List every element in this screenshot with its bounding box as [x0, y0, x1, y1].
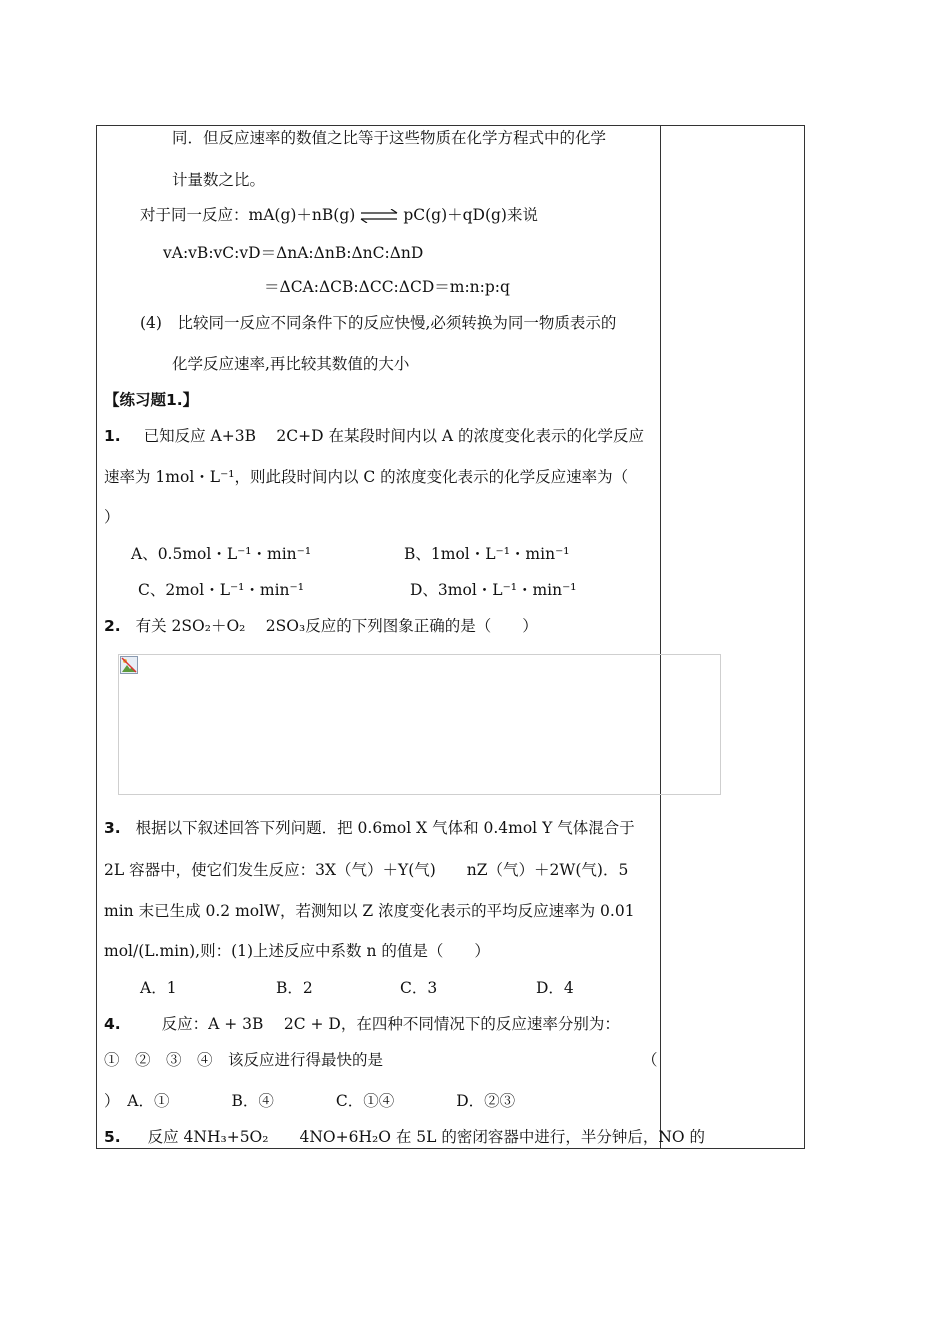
option-d: D、3mol・L⁻¹・min⁻¹: [410, 581, 577, 599]
equilibrium-arrow-icon: [359, 209, 399, 223]
question-text: 反应 4NH₃+5O₂ 4NO+6H₂O 在 5L 的密闭容器中进行，半分钟后，NO 的: [147, 1128, 706, 1146]
ratio-line-1: vA:vB:vC:vD＝ΔnA:ΔnB:ΔnC:ΔnD: [163, 244, 424, 262]
option-b: B、1mol・L⁻¹・min⁻¹: [404, 545, 570, 563]
column-divider: [660, 125, 661, 1149]
question-text: 2L 容器中，使它们发生反应：3X（气）＋Y(气) nZ（气）＋2W(气)．5: [104, 861, 629, 879]
question-text: mol/(L.min),则：(1)上述反应中系数 n 的值是（ ）: [104, 942, 490, 960]
broken-image-icon: [120, 656, 138, 674]
question-text: 反应：A + 3B 2C + D，在四种不同情况下的反应速率分别为：: [161, 1015, 620, 1033]
option-d: D．4: [536, 979, 574, 997]
question-text: 速率为 1mol・L⁻¹，则此段时间内以 C 的浓度变化表示的化学反应速率为（: [104, 468, 629, 486]
option-a: A．1: [140, 979, 177, 997]
equation-left: 对于同一反应：mA(g)＋nB(g): [140, 206, 356, 224]
exercise-heading: 【练习题1.】: [104, 391, 199, 409]
question-2: [104, 616, 538, 636]
question-number: 1.: [104, 427, 121, 445]
text-line: (4) 比较同一反应不同条件下的反应快慢,必须转换为同一物质表示的: [140, 314, 617, 332]
question-number: 3.: [104, 819, 121, 837]
question-paren: （: [642, 1051, 658, 1069]
question-text: 已知反应 A+3B 2C+D 在某段时间内以 A 的浓度变化表示的化学反应: [143, 427, 645, 445]
question-number: 2.: [104, 617, 121, 635]
text-line: 计量数之比。: [172, 171, 266, 189]
graph-image-placeholder: [118, 654, 721, 795]
question-number: 4.: [104, 1015, 121, 1033]
question-text: 根据以下叙述回答下列问题．把 0.6mol X 气体和 0.4mol Y 气体混合于: [135, 819, 635, 837]
question-text: ）: [104, 508, 120, 526]
equation-right: pC(g)＋qD(g)来说: [403, 206, 538, 224]
option-c: C、2mol・L⁻¹・min⁻¹: [138, 581, 304, 599]
question-text: min 末已生成 0.2 molW，若测知以 Z 浓度变化表示的平均反应速率为 0.01: [104, 902, 635, 920]
question-options: ） A．① B．④ C．①④ D．②③: [104, 1092, 516, 1110]
question-5: [104, 1127, 705, 1147]
question-1: [104, 426, 644, 446]
ratio-line-2: ＝ΔCA:ΔCB:ΔCC:ΔCD＝m:n:p:q: [264, 278, 510, 296]
option-b: B．2: [276, 979, 313, 997]
option-a: A、0.5mol・L⁻¹・min⁻¹: [131, 545, 312, 563]
equation-line: [140, 205, 538, 225]
text-line: 化学反应速率,再比较其数值的大小: [172, 355, 410, 373]
text-line: 同．但反应速率的数值之比等于这些物质在化学方程式中的化学: [172, 129, 607, 147]
question-text: ① ② ③ ④ 该反应进行得最快的是: [104, 1051, 384, 1069]
question-number: 5.: [104, 1128, 121, 1146]
question-text: 有关 2SO₂＋O₂ 2SO₃反应的下列图象正确的是（ ）: [135, 617, 538, 635]
question-3: [104, 818, 635, 838]
question-4: [104, 1014, 620, 1034]
option-c: C．3: [400, 979, 438, 997]
